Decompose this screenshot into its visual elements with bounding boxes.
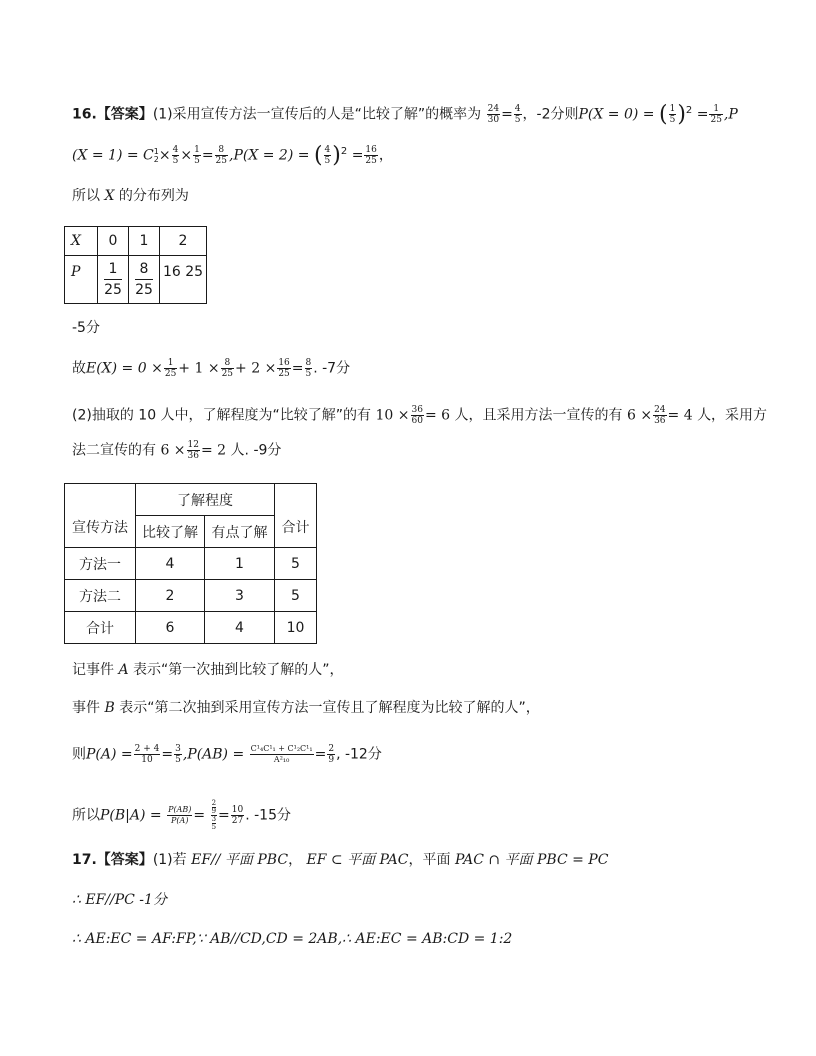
table-cell: 0 bbox=[98, 227, 129, 256]
fraction: $\frac{\text{C¹₄C¹₁ + C¹₂C¹₁}}{\text{A²₁₀}}$ bbox=[250, 744, 313, 764]
equals: = bbox=[161, 746, 174, 763]
score-text: , -12分 bbox=[336, 746, 382, 763]
punct: ， bbox=[378, 147, 393, 164]
text: 记事件 bbox=[72, 662, 114, 678]
fraction: $\frac{24}{36}$ bbox=[654, 405, 666, 426]
table-header: 了解程度 bbox=[136, 484, 275, 516]
text: 的分布列为 bbox=[118, 188, 189, 204]
fraction: $\frac{8}{25}$ bbox=[221, 358, 234, 379]
text: 则 bbox=[72, 746, 86, 763]
table-cell: 4 bbox=[205, 612, 275, 644]
fraction: $\frac{1}{25}$ bbox=[710, 104, 722, 126]
fraction: $\frac{4}{5}$ bbox=[514, 104, 521, 126]
text: 故 bbox=[72, 360, 86, 377]
text: ，平面 bbox=[408, 852, 451, 868]
text: 所以 bbox=[72, 807, 100, 824]
text: 所以 bbox=[72, 188, 100, 204]
q16-line-1 bbox=[72, 101, 738, 126]
fraction: $\frac{2}{9}$ bbox=[328, 744, 335, 765]
text: 表示“第一次抽到比较了解的人”， bbox=[133, 662, 344, 678]
formula: 6 × bbox=[160, 442, 186, 459]
text: 表示“第二次抽到采用宣传方法一宣传且了解程度为比较了解的人”， bbox=[119, 700, 540, 716]
table-cell: 4 bbox=[136, 548, 205, 580]
q16-label: 16.【答案】 bbox=[72, 106, 153, 123]
table-cell: 1 bbox=[205, 548, 275, 580]
text: 事件 bbox=[72, 700, 100, 716]
part2-line-1 bbox=[72, 405, 767, 426]
fraction: $\frac{4}{5}$ bbox=[324, 145, 331, 167]
text: (1)若 bbox=[152, 852, 187, 868]
paren-open: ( bbox=[313, 142, 323, 168]
fraction: $\frac{8}{5}$ bbox=[305, 358, 312, 379]
table-cell: $\frac{1}{25}$ bbox=[98, 256, 129, 304]
variable: A bbox=[118, 662, 129, 678]
exponent: 2 bbox=[685, 105, 693, 116]
contingency-table bbox=[64, 483, 317, 644]
formula: EF// 平面 PBC bbox=[191, 852, 289, 868]
fraction: $\frac{10}{27}$ bbox=[231, 805, 244, 826]
equals: = bbox=[218, 807, 230, 824]
text: 人，采用方 bbox=[697, 407, 768, 424]
q17-line-3: ∴ AE:EC = AF:FP,∵ AB//CD,CD = 2AB,∴ AE:EC = AB:CD = 1:2 bbox=[72, 931, 513, 947]
score-text: . -7分 bbox=[313, 360, 351, 377]
formula: = 6 bbox=[424, 407, 451, 424]
paren-close: ) bbox=[677, 101, 686, 127]
equals: = bbox=[501, 106, 513, 123]
fraction: $\frac{2 + 4}{10}$ bbox=[134, 744, 160, 765]
q16-l1-text: (1)采用宣传方法一宣传后的人是“比较了解”的概率为 bbox=[152, 106, 482, 123]
q17-line-2: ∴ EF//PC -1分 bbox=[72, 892, 167, 908]
equals: = bbox=[193, 807, 206, 824]
formula: ,P(X = 2) = bbox=[229, 147, 310, 164]
table-cell: $\frac{8}{25}$ bbox=[129, 256, 160, 304]
fraction: $\frac{1}{5}$ bbox=[669, 104, 676, 126]
variable: B bbox=[104, 700, 115, 716]
equals: = bbox=[201, 147, 214, 164]
score-text: ，-2分则 bbox=[522, 106, 579, 123]
fraction: $\frac{36}{60}$ bbox=[411, 405, 423, 426]
formula: 6 × bbox=[626, 407, 653, 424]
conditional-line bbox=[72, 800, 291, 831]
formula: P(B|A) = bbox=[100, 807, 162, 824]
q17-label: 17.【答案】 bbox=[72, 852, 153, 868]
table-cell: 16 25 bbox=[160, 256, 207, 304]
table-row bbox=[65, 580, 317, 612]
part2-line-2 bbox=[72, 440, 281, 461]
formula: = 2 bbox=[201, 442, 227, 459]
table-cell: P bbox=[65, 256, 98, 304]
formula: = 4 bbox=[667, 407, 693, 424]
q17-line-1 bbox=[72, 850, 608, 870]
paren-open: ( bbox=[658, 101, 668, 127]
formula: ,P bbox=[723, 106, 738, 123]
table-header: 宣传方法 bbox=[65, 484, 136, 548]
text: 人，且采用方法一宣传的有 bbox=[454, 407, 623, 424]
table-row bbox=[65, 256, 207, 304]
text: 法二宣传的有 bbox=[72, 442, 156, 459]
fraction: $\frac{16}{25}$ bbox=[278, 358, 290, 379]
fraction: $\frac{12}{36}$ bbox=[187, 440, 199, 461]
event-b-line bbox=[72, 698, 540, 718]
combination-index: 1 2 bbox=[153, 146, 159, 164]
table-cell: 5 bbox=[275, 548, 317, 580]
table-header: 比较了解 bbox=[136, 516, 205, 548]
equals: = bbox=[291, 360, 304, 377]
fraction: $\frac{8}{25}$ bbox=[215, 145, 227, 167]
q16-line-3 bbox=[72, 186, 189, 206]
formula: + 1 × bbox=[178, 360, 220, 377]
formula: PAC ∩ 平面 PBC = PC bbox=[454, 852, 609, 868]
fraction: $\frac{1}{25}$ bbox=[164, 358, 177, 379]
table-header: 有点了解 bbox=[205, 516, 275, 548]
table-header: 合计 bbox=[275, 484, 317, 548]
expectation-line bbox=[72, 358, 350, 379]
probabilities-line bbox=[72, 744, 382, 765]
formula: P(X = 0) = bbox=[578, 106, 655, 123]
text: 人. -9分 bbox=[230, 442, 282, 459]
score-5: -5分 bbox=[72, 320, 100, 336]
table-cell: X bbox=[65, 227, 98, 256]
table-cell: 5 bbox=[275, 580, 317, 612]
fraction: $\frac{16}{25}$ bbox=[365, 145, 377, 167]
table-cell: 6 bbox=[136, 612, 205, 644]
fraction: $\frac{1}{5}$ bbox=[194, 145, 200, 167]
formula: P(A) = bbox=[86, 746, 133, 763]
distribution-table bbox=[64, 226, 207, 304]
exponent: 2 bbox=[340, 146, 348, 157]
table-cell: 10 bbox=[275, 612, 317, 644]
formula: 10 × bbox=[375, 407, 410, 424]
paren-close: ) bbox=[332, 142, 341, 168]
table-cell: 3 bbox=[205, 580, 275, 612]
fraction: $\frac{4}{5}$ bbox=[172, 145, 179, 167]
fraction: $\frac{P(AB)}{P(A)}$ bbox=[168, 805, 192, 825]
event-a-line bbox=[72, 660, 344, 680]
formula: (X = 1) = C bbox=[72, 147, 154, 164]
equals: = bbox=[351, 147, 364, 164]
times: × bbox=[180, 147, 193, 164]
times: × bbox=[158, 147, 171, 164]
table-row bbox=[65, 612, 317, 644]
variable: X bbox=[104, 188, 115, 204]
table-row bbox=[65, 548, 317, 580]
fraction: $\frac{3}{5}$ bbox=[175, 744, 181, 765]
text: (2)抽取的 10 人中，了解程度为“比较了解”的有 bbox=[72, 407, 372, 424]
equals: = bbox=[314, 746, 327, 763]
formula: E(X) = 0 × bbox=[86, 360, 163, 377]
punct: ， bbox=[288, 852, 303, 868]
fraction: $\frac{24}{30}$ bbox=[487, 104, 500, 126]
table-cell: 2 bbox=[160, 227, 207, 256]
table-cell: 方法二 bbox=[65, 580, 136, 612]
table-cell: 方法一 bbox=[65, 548, 136, 580]
q16-line-2 bbox=[72, 142, 393, 167]
formula: EF ⊂ 平面 PAC bbox=[306, 852, 409, 868]
table-row bbox=[65, 484, 317, 516]
table-cell: 2 bbox=[136, 580, 205, 612]
equals: = bbox=[696, 106, 709, 123]
compound-fraction: 2 9 3 5 bbox=[211, 799, 217, 831]
formula: ,P(AB) = bbox=[182, 746, 245, 763]
table-row bbox=[65, 227, 207, 256]
table-cell: 合计 bbox=[65, 612, 136, 644]
score-text: . -15分 bbox=[245, 807, 291, 824]
table-cell: 1 bbox=[129, 227, 160, 256]
formula: + 2 × bbox=[235, 360, 277, 377]
